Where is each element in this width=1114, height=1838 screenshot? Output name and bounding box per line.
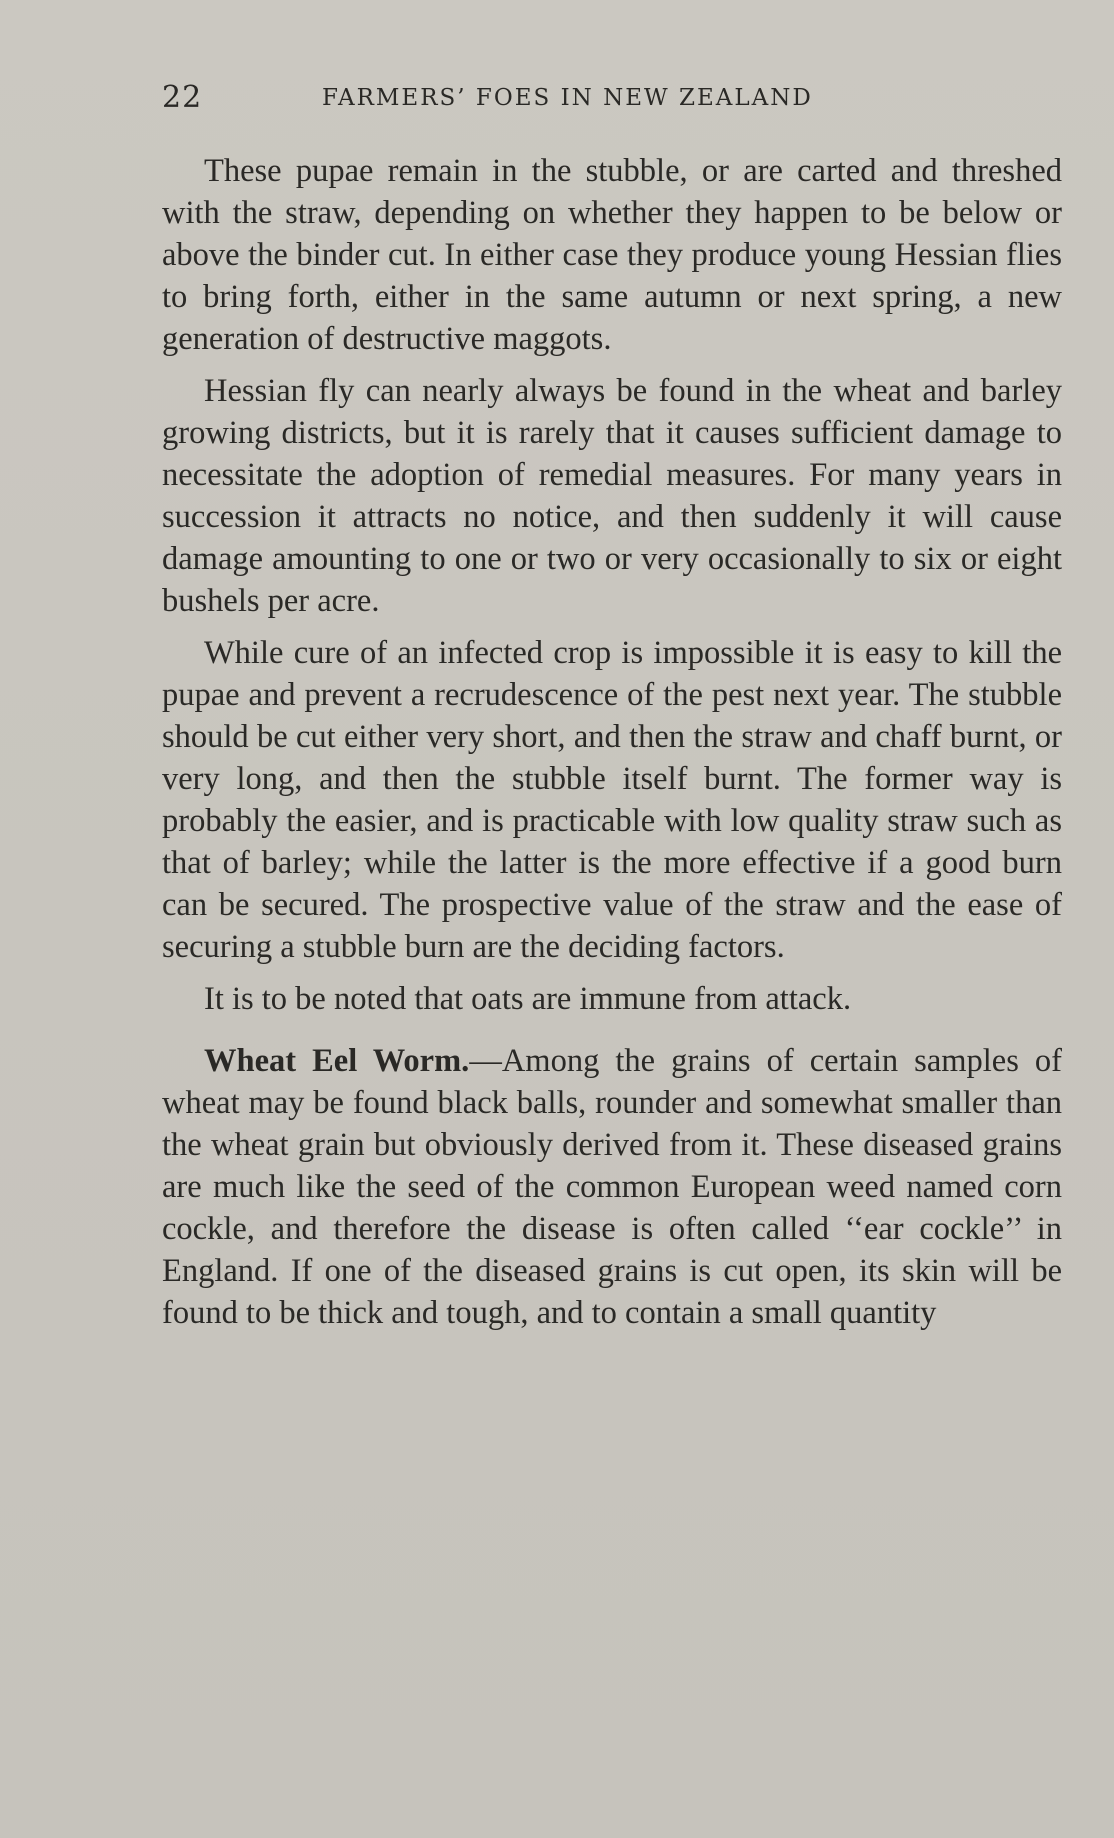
paragraph-wheat-eel-worm (162, 1040, 1062, 1334)
body-text (162, 150, 1062, 1344)
section-text: —Among the grains of certain samples of wheat may be found black balls, rounder and somewhat smaller than the wheat grain but obviously derived from it. These diseased grains are much like the seed of the common European weed named corn cockle, and therefore the disease is often called ‘‘ear cockle’’ in England. If one of the diseased grains is cut open, its skin will be found to be thick and tough, and to contain a small quantity (162, 1043, 1063, 1331)
running-title: FARMERS’ FOES IN NEW ZEALAND (322, 85, 813, 111)
running-head (162, 78, 962, 118)
page-number: 22 (162, 80, 203, 115)
paragraph-hessian-fly: Hessian fly can nearly always be found in the wheat and barley growing districts, but it is rarely that it causes sufficient damage to necessitate the adoption of remedial measures. For many years in succession it attracts no notice, and then suddenly it will cause damage amounting to one or two or very occasionally to six or eight bushels per acre. (162, 373, 1062, 619)
paragraph-pupae: These pupae remain in the stubble, or are carted and threshed with the straw, depending on whether they happen to be below or above the binder cut. In either case they produce young Hessian flies to bring forth, either in the same autumn or next spring, a new generation of destructive maggots. (162, 153, 1062, 357)
section-heading: Wheat Eel Worm. (204, 1043, 470, 1079)
paragraph-oats: It is to be noted that oats are immune from attack. (204, 981, 852, 1017)
paragraph-cure: While cure of an infected crop is impossible it is easy to kill the pupae and prevent a recrudescence of the pest next year. The stubble should be cut either very short, and then the straw and chaff burnt, or very long, and then the stubble itself burnt. The former way is probably the easier, and is practicable with low quality straw such as that of barley; while the latter is the more effective if a good burn can be secured. The prospective value of the straw and the ease of securing a stubble burn are the deciding factors. (162, 635, 1062, 965)
